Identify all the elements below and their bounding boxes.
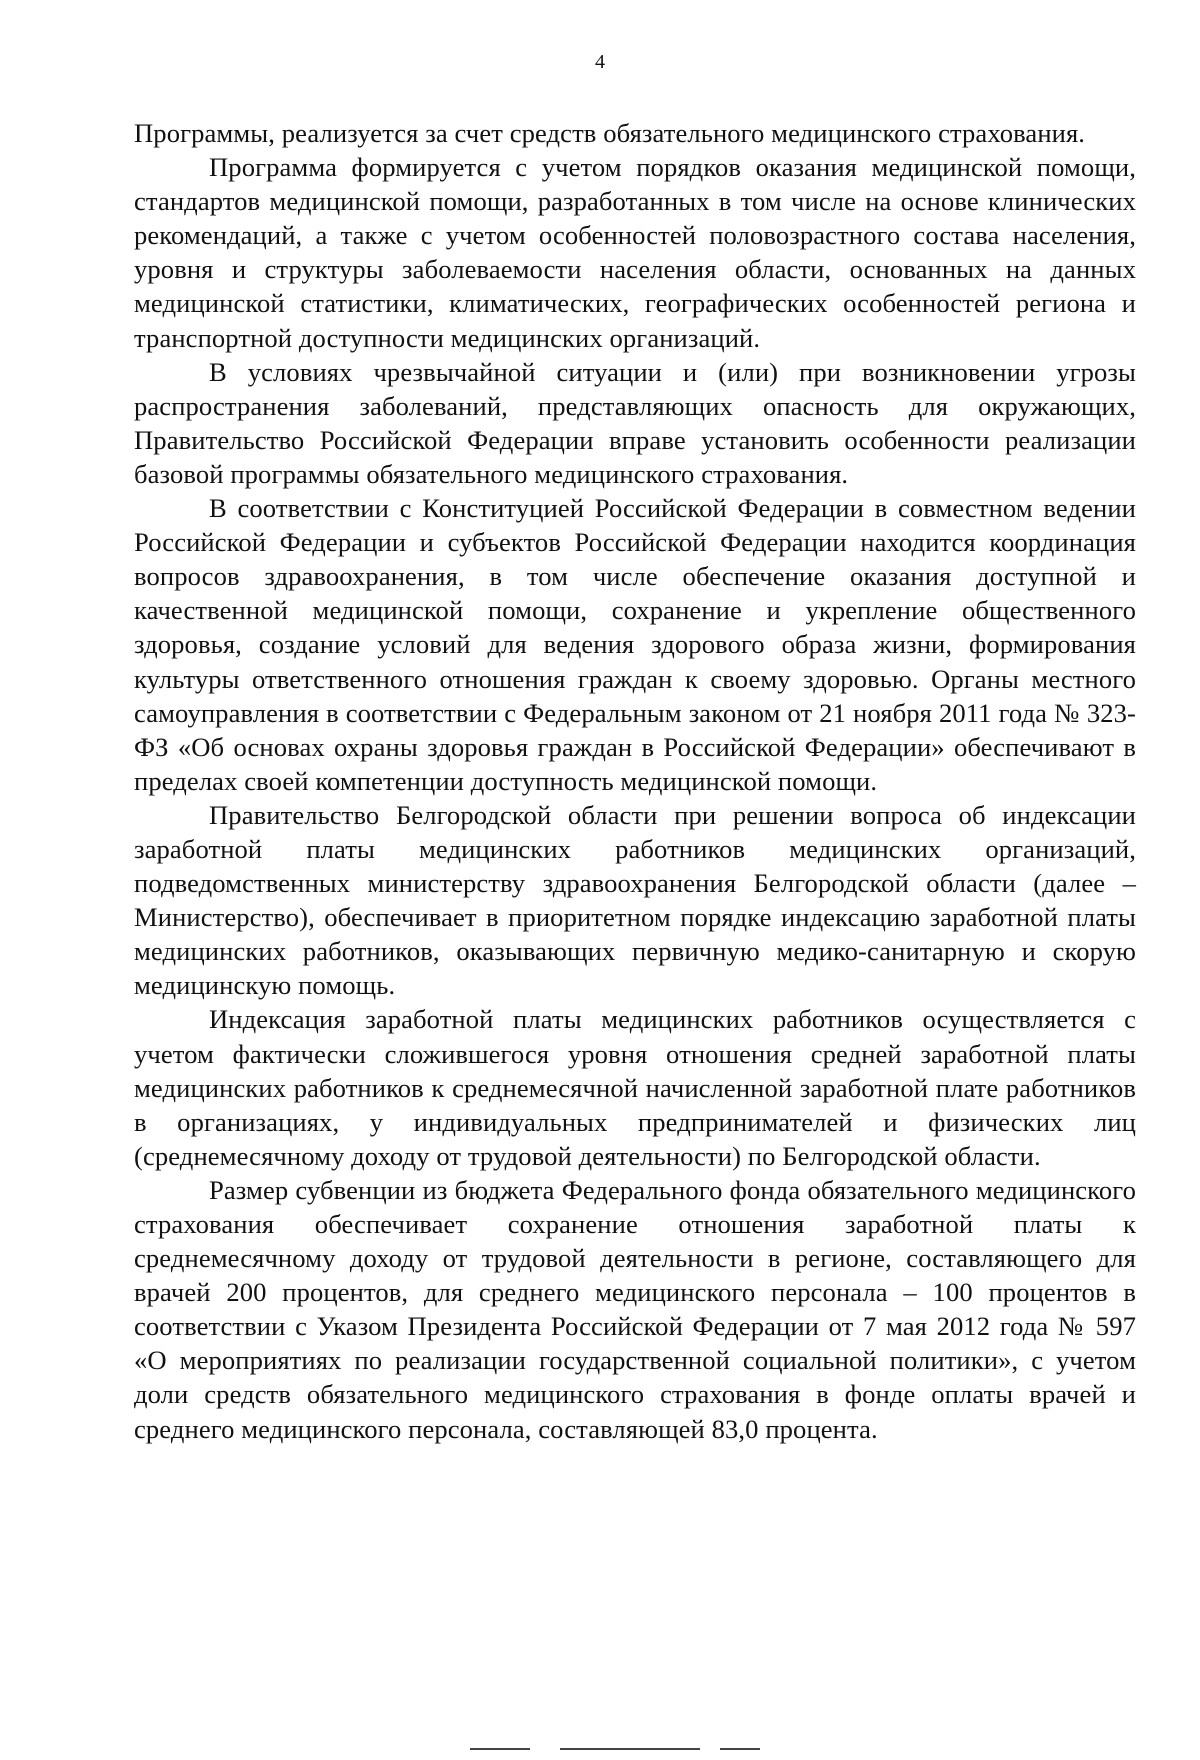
paragraph-continuation: Программы, реализуется за счет средств обязательного медицинского страхования. [134, 118, 1086, 148]
page-number: 4 [595, 51, 605, 73]
scan-footer-marks [470, 1748, 870, 1751]
paragraph-subvention-size: Размер субвенции из бюджета Федерального фонда обязательного медицинского страхования обеспечивает сохранение отношения заработной платы к среднемесячному доходу от трудовой деятельности в регионе, составляющего для врачей 200 процентов, для среднего медицинского персонала – 100 процентов в соответствии с Указом Президента Российской Федерации от 7 мая 2012 года № 597 «О мероприятиях по реализации государственной социальной политики», с учетом доли средств обязательного медицинского страхования в фонде оплаты врачей и среднего медицинского персонала, составляющей 83,0 процента. [134, 1174, 1136, 1444]
paragraph-salary-indexation: Индексация заработной платы медицинских работников осуществляется с учетом фактически сложившегося уровня отношения средней заработной платы медицинских работников к среднемесячной начисленной заработной плате работников в организациях, у индивидуальных предпринимателей и физических лиц (среднемесячному доходу от трудовой деятельности) по Белгородской области. [134, 1004, 1136, 1171]
paragraph-emergency-conditions: В условиях чрезвычайной ситуации и (или) при возникновении угрозы распространения заболеваний, представляющих опасность для окружающих, Правительство Российской Федерации вправе установить особенности реализации базовой программы обязательного медицинского страхования. [134, 356, 1136, 489]
paragraph-constitution: В соответствии с Конституцией Российской Федерации в совместном ведении Российской Федерации и субъектов Российской Федерации находится координация вопросов здравоохранения, в том числе обеспечение оказания доступной и качественной медицинской помощи, сохранение и укрепление общественного здоровья, создание условий для ведения здорового образа жизни, формирования культуры ответственного отношения граждан к своему здоровью. Органы местного самоуправления в соответствии с Федеральным законом от 21 ноября 2011 года № 323-ФЗ «Об основах охраны здоровья граждан в Российской Федерации» обеспечивают в пределах своей компетенции доступность медицинской помощи. [134, 493, 1136, 796]
paragraph-salary-indexation-government: Правительство Белгородской области при решении вопроса об индексации заработной платы медицинских работников медицинских организаций, подведомственных министерству здравоохранения Белгородской области (далее – Министерство), обеспечивает в приоритетном порядке индексацию заработной платы медицинских работников, оказывающих первичную медико-санитарную и скорую медицинскую помощь. [134, 799, 1136, 1001]
document-body [134, 116, 1136, 1446]
paragraph-program-formation: Программа формируется с учетом порядков оказания медицинской помощи, стандартов медицинской помощи, разработанных в том числе на основе клинических рекомендаций, а также с учетом особенностей половозрастного состава населения, уровня и структуры заболеваемости населения области, основанных на данных медицинской статистики, климатических, географических особенностей региона и транспортной доступности медицинских организаций. [134, 152, 1136, 353]
